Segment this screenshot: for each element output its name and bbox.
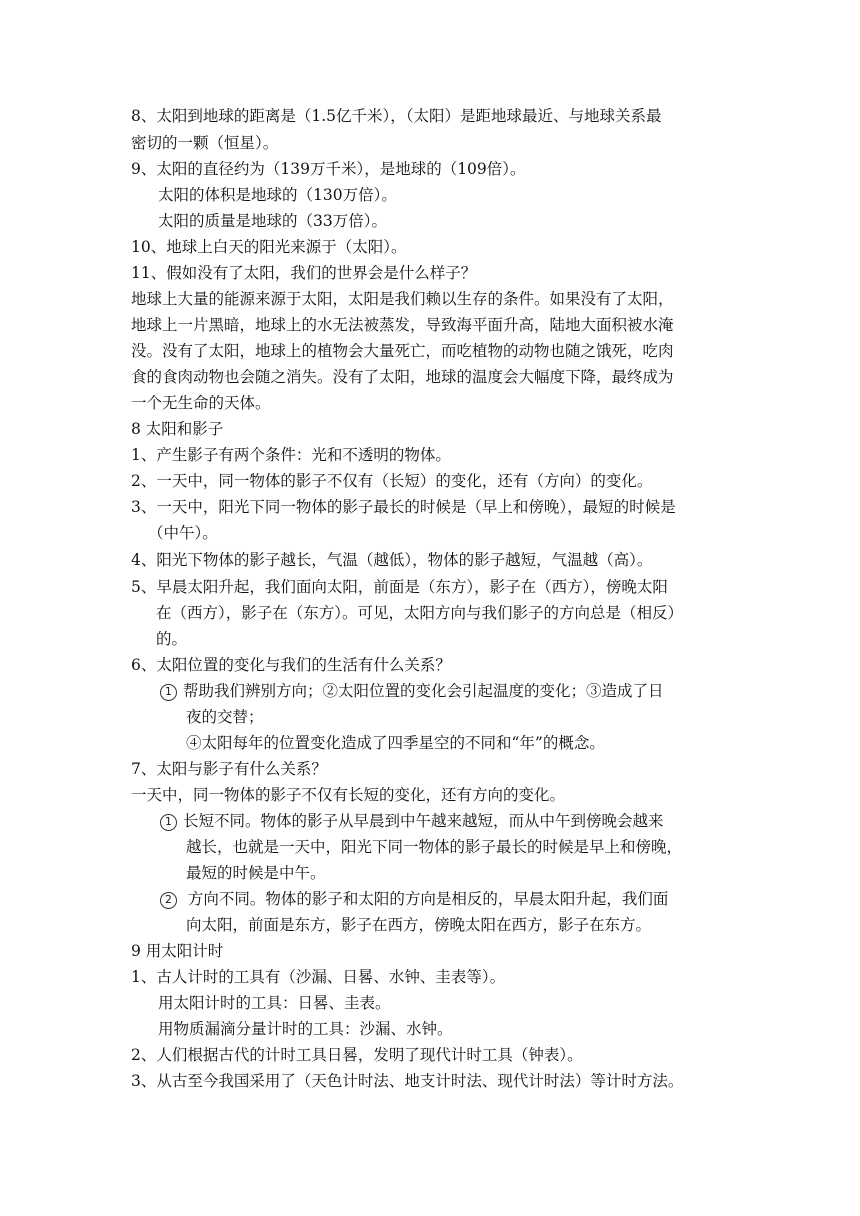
text-line: 没。没有了太阳，地球上的植物会大量死亡，而吃植物的动物也随之饿死，吃肉 [131,342,674,360]
list-item-text: 长短不同。物体的影子从早晨到中午越来越短，而从中午到傍晚会越来 [183,812,664,830]
text-line: 10、地球上白天的阳光来源于（太阳）。 [131,238,407,256]
circled-number-marker: 1 [160,684,177,701]
text-line: 地球上大量的能源来源于太阳，太阳是我们赖以生存的条件。如果没有了太阳， [131,290,674,308]
text-line: 太阳的体积是地球的（130万倍）。 [158,186,397,204]
text-line: 5、早晨太阳升起，我们面向太阳，前面是（东方），影子在（西方），傍晚太阳 [131,578,668,596]
text-line: 2、人们根据古代的计时工具日晷，发明了现代计时工具（钟表）。 [131,1046,583,1064]
text-line: 用太阳计时的工具：日晷、圭表。 [158,994,391,1012]
text-line: 7、太阳与影子有什么关系？ [131,760,327,778]
list-item [160,810,664,832]
text-line: 太阳的质量是地球的（33万倍）。 [158,212,387,230]
text-line: 9、太阳的直径约为（139万千米），是地球的（109倍）。 [131,160,526,178]
text-line: 食的食肉动物也会随之消失。没有了太阳，地球的温度会大幅度下降，最终成为 [131,368,674,386]
text-line: 11、假如没有了太阳，我们的世界会是什么样子？ [131,264,477,282]
section-heading: 9 用太阳计时 [131,942,224,960]
text-line: 2、一天中，同一物体的影子不仅有（长短）的变化，还有（方向）的变化。 [131,472,653,490]
text-line: 3、一天中，阳光下同一物体的影子最长的时候是（早上和傍晚），最短的时候是 [131,498,676,516]
text-line: 最短的时候是中午。 [186,864,326,882]
text-line: 一天中，同一物体的影子不仅有长短的变化，还有方向的变化。 [131,786,566,804]
list-item [160,680,664,702]
text-line: 越长，也就是一天中，阳光下同一物体的影子最长的时候是早上和傍晚， [186,838,683,856]
text-line: 1、古人计时的工具有（沙漏、日晷、水钟、圭表等）。 [131,968,506,986]
list-item-text: 方向不同。物体的影子和太阳的方向是相反的，早晨太阳升起，我们面 [183,890,669,908]
text-line: 用物质漏滴分量计时的工具：沙漏、水钟。 [158,1020,453,1038]
text-line: 的。 [156,630,188,648]
circled-number-marker: 1 [160,814,177,831]
list-item [160,888,668,910]
text-line: 夜的交替； [186,708,264,726]
text-line: ④太阳每年的位置变化造成了四季星空的不同和“年”的概念。 [186,734,605,752]
text-line: 一个无生命的天体。 [131,394,271,412]
text-line: 6、太阳位置的变化与我们的生活有什么关系？ [131,656,451,674]
text-line: 在（西方），影子在（东方）。可见，太阳方向与我们影子的方向总是（相反） [156,604,684,622]
text-line: 8、太阳到地球的距离是（1.5亿千米），（太阳）是距地球最近、与地球关系最 [131,107,662,125]
text-line: 3、从古至今我国采用了（天色计时法、地支计时法、现代计时法）等计时方法。 [131,1072,684,1090]
text-line: 密切的一颗（恒星）。 [131,134,279,152]
section-heading: 8 太阳和影子 [131,420,224,438]
text-line: 1、产生影子有两个条件：光和不透明的物体。 [131,446,451,464]
text-line: 地球上一片黑暗，地球上的水无法被蒸发，导致海平面升高，陆地大面积被水淹 [131,316,674,334]
text-line: 4、阳光下物体的影子越长，气温（越低），物体的影子越短，气温越（高）。 [131,551,653,569]
text-line: （中午）。 [148,524,218,542]
list-item-text: 帮助我们辨别方向；②太阳位置的变化会引起温度的变化；③造成了日 [183,682,664,700]
text-line: 向太阳，前面是东方，影子在西方，傍晚太阳在西方，影子在东方。 [186,916,652,934]
circled-number-marker: 2 [160,892,177,909]
